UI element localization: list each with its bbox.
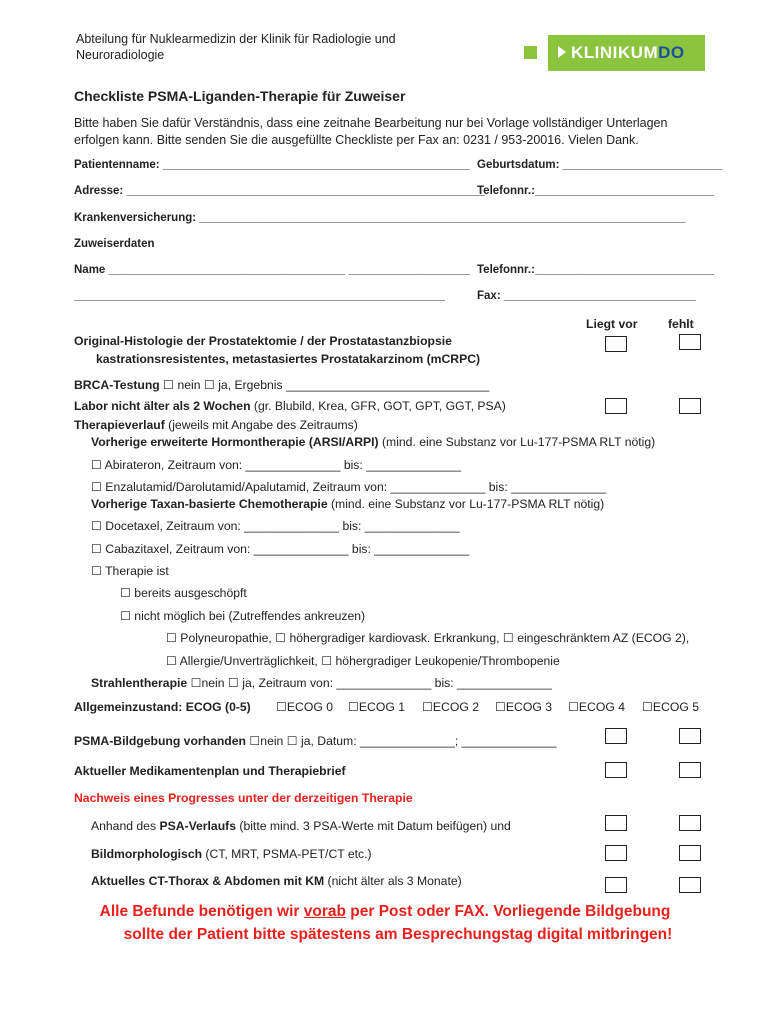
ct-missing-checkbox[interactable] (679, 877, 701, 893)
psa-present-checkbox[interactable] (605, 815, 627, 831)
intro-line2: erfolgen kann. Bitte senden Sie die ausgefüllte Checkliste per Fax an: 0231 / 953-20016. Vielen Dank. (74, 133, 639, 147)
ecog-1-option[interactable]: ☐ECOG 1 (348, 700, 405, 714)
birth-date-field[interactable]: Geburtsdatum: _________________________ (477, 159, 723, 171)
histology-line1: Original-Histologie der Prostatektomie / der Prostatastanzbiopsie (74, 334, 452, 348)
not-possible-option[interactable]: ☐ nicht möglich bei (Zutreffendes ankreuzen) (120, 609, 366, 623)
ct-detail: (nicht älter als 3 Monate) (324, 874, 462, 888)
medication-present-checkbox[interactable] (605, 762, 627, 778)
referrer-fax-field[interactable]: Fax: ______________________________ (477, 290, 696, 302)
radiation-row (91, 676, 552, 690)
ecog-4-option[interactable]: ☐ECOG 4 (568, 700, 625, 714)
department-line1: Abteilung für Nuklearmedizin der Klinik für Radiologie und (76, 32, 396, 46)
psa-missing-checkbox[interactable] (679, 815, 701, 831)
klinikum-logo (548, 35, 705, 71)
ct-present-checkbox[interactable] (605, 877, 627, 893)
psma-label: PSMA-Bildgebung vorhanden (74, 734, 246, 748)
medication-missing-checkbox[interactable] (679, 762, 701, 778)
psma-options[interactable]: ☐nein ☐ ja, Datum: ______________; ______________ (245, 734, 557, 748)
psma-missing-checkbox[interactable] (679, 728, 701, 744)
psma-row (74, 734, 557, 748)
footer-line2: sollte der Patient bitte spätestens am Besprechungstag digital mitbringen! (123, 926, 673, 943)
imaging-row (91, 847, 372, 861)
logo-suffix: DO (658, 43, 685, 62)
psa-detail: (bitte mind. 3 PSA-Werte mit Datum beifügen) und (236, 819, 511, 833)
ecog-2-option[interactable]: ☐ECOG 2 (422, 700, 479, 714)
lab-present-checkbox[interactable] (605, 398, 627, 414)
lab-row (74, 399, 506, 413)
insurance-field[interactable]: Krankenversicherung: ____________________________________________________________________________ (74, 212, 686, 224)
address-field[interactable]: Adresse: ________________________________________________________ (74, 185, 485, 197)
footer-line1-pre: Alle Befunde benötigen wir (99, 903, 304, 920)
psa-pre: Anhand des (91, 819, 160, 833)
medication-label: Aktueller Medikamentenplan und Therapiebrief (74, 764, 346, 778)
abiraterone-option[interactable]: ☐ Abirateron, Zeitraum von: ______________ bis: ______________ (91, 458, 462, 472)
phone-field[interactable]: Telefonnr.:____________________________ (477, 185, 715, 197)
brca-row (74, 378, 489, 392)
therapy-label: Therapieverlauf (74, 418, 165, 432)
referrer-phone-field[interactable]: Telefonnr.:____________________________ (477, 264, 715, 276)
ct-label: Aktuelles CT-Thorax & Abdomen mit KM (91, 874, 325, 888)
psma-present-checkbox[interactable] (605, 728, 627, 744)
referrer-line2-field[interactable]: __________________________________________________________ (74, 290, 445, 302)
histology-line2: kastrationsresistentes, metastasiertes Prostatakarzinom (mCRPC) (96, 352, 481, 366)
contraindication-line2[interactable]: ☐ Allergie/Unverträglichkeit, ☐ höhergradiger Leukopenie/Thrombopenie (166, 654, 560, 668)
logo-arrow-icon (558, 46, 566, 58)
referrer-name-field[interactable]: Name _____________________________________ ___________________ (74, 264, 470, 276)
radiation-label: Strahlentherapie (91, 676, 188, 690)
psa-row (91, 819, 511, 833)
progress-heading: Nachweis eines Progresses unter der derzeitigen Therapie (74, 791, 413, 805)
contraindication-line1[interactable]: ☐ Polyneuropathie, ☐ höhergradiger kardiovask. Erkrankung, ☐ eingeschränktem AZ (ECOG 2), (166, 631, 690, 645)
histology-missing-checkbox[interactable] (679, 334, 701, 350)
logo-square-icon (524, 46, 537, 59)
footer-line1 (0, 903, 770, 921)
taxane-label: Vorherige Taxan-basierte Chemotherapie (91, 497, 328, 511)
taxane-row (91, 497, 604, 511)
cabazitaxel-option[interactable]: ☐ Cabazitaxel, Zeitraum von: ______________ bis: ______________ (91, 542, 470, 556)
radiation-options[interactable]: ☐nein ☐ ja, Zeitraum von: ______________ bis: ______________ (187, 676, 552, 690)
brca-options[interactable]: ☐ nein ☐ ja, Ergebnis ______________________________ (163, 378, 490, 392)
psa-label: PSA-Verlaufs (159, 819, 236, 833)
arsi-label: Vorherige erweiterte Hormontherapie (ARSI/ARPI) (91, 435, 379, 449)
ecog-3-option[interactable]: ☐ECOG 3 (495, 700, 552, 714)
therapy-detail: (jeweils mit Angabe des Zeitraums) (164, 418, 358, 432)
footer-line1-post: per Post oder FAX. Vorliegende Bildgebung (345, 903, 671, 920)
department-line2: Neuroradiologie (76, 48, 165, 62)
taxane-detail: (mind. eine Substanz vor Lu-177-PSMA RLT nötig) (327, 497, 605, 511)
imaging-missing-checkbox[interactable] (679, 845, 701, 861)
lab-label: Labor nicht älter als 2 Wochen (74, 399, 251, 413)
therapy-is-option[interactable]: ☐ Therapie ist (91, 564, 169, 578)
logo-main: KLINIKUM (571, 43, 659, 62)
imaging-detail: (CT, MRT, PSMA-PET/CT etc.) (202, 847, 372, 861)
page-title: Checkliste PSMA-Liganden-Therapie für Zuweiser (74, 88, 406, 104)
exhausted-option[interactable]: ☐ bereits ausgeschöpft (120, 586, 247, 600)
patient-name-field[interactable]: Patientenname: ________________________________________________ (74, 159, 470, 171)
column-missing: fehlt (668, 317, 694, 331)
arsi-row (91, 435, 655, 449)
column-present: Liegt vor (586, 317, 638, 331)
lab-missing-checkbox[interactable] (679, 398, 701, 414)
histology-present-checkbox[interactable] (605, 336, 627, 352)
imaging-label: Bildmorphologisch (91, 847, 203, 861)
ct-row (91, 874, 462, 888)
therapy-row (74, 418, 358, 432)
intro-line1: Bitte haben Sie dafür Verständnis, dass eine zeitnahe Bearbeitung nur bei Vorlage vollständiger Unterlagen (74, 116, 668, 130)
enzalutamide-option[interactable]: ☐ Enzalutamid/Darolutamid/Apalutamid, Zeitraum von: ______________ bis: ______________ (91, 480, 607, 494)
referrer-heading: Zuweiserdaten (74, 238, 155, 250)
ecog-label: Allgemeinzustand: ECOG (0-5) (74, 700, 251, 714)
ecog-0-option[interactable]: ☐ECOG 0 (276, 700, 333, 714)
footer-line1-underlined: vorab (303, 903, 346, 920)
docetaxel-option[interactable]: ☐ Docetaxel, Zeitraum von: ______________ bis: ______________ (91, 519, 460, 533)
arsi-detail: (mind. eine Substanz vor Lu-177-PSMA RLT nötig) (378, 435, 656, 449)
lab-detail: (gr. Blubild, Krea, GFR, GOT, GPT, GGT, PSA) (250, 399, 506, 413)
imaging-present-checkbox[interactable] (605, 845, 627, 861)
ecog-5-option[interactable]: ☐ECOG 5 (642, 700, 699, 714)
brca-label: BRCA-Testung (74, 378, 160, 392)
